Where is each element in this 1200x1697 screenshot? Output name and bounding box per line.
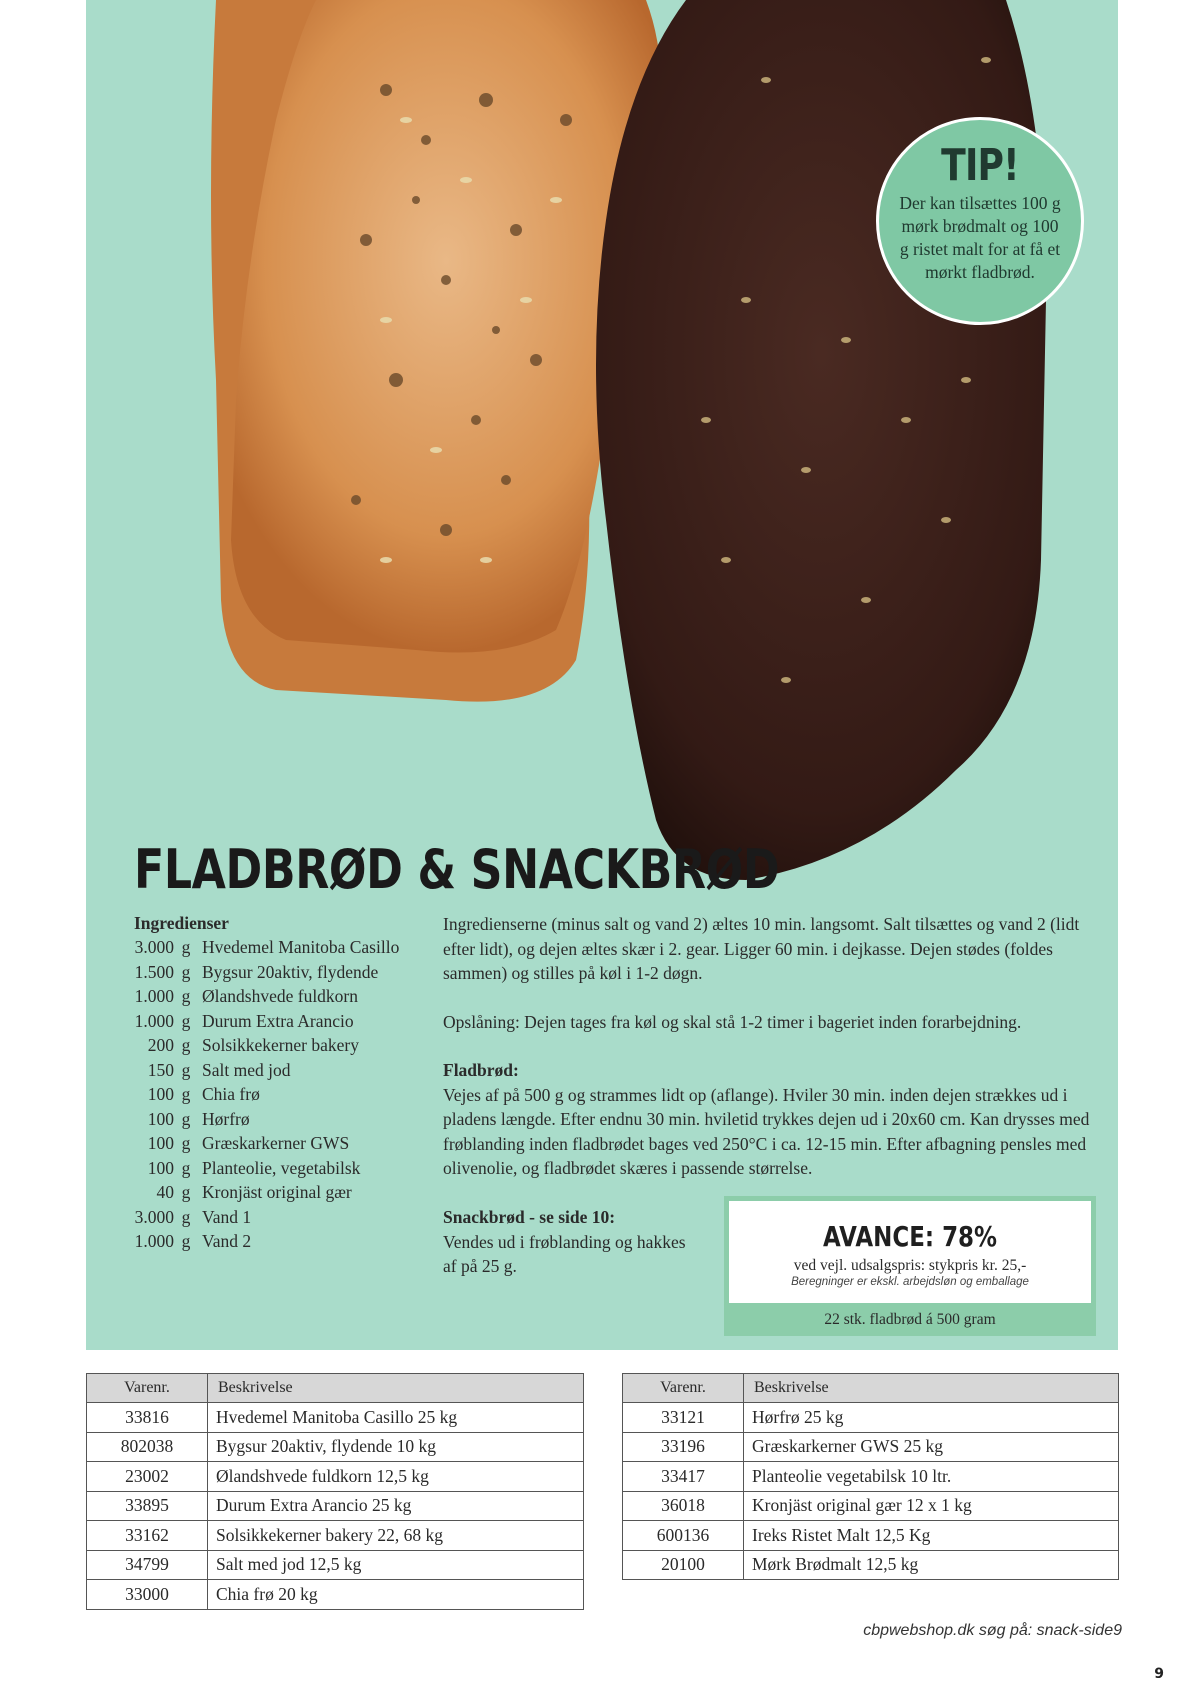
- ingredient-name: Bygsur 20aktiv, flydende: [202, 961, 379, 982]
- ingredient-qty: 150: [147, 1059, 174, 1080]
- beskrivelse-cell: Solsikkekerner bakery 22, 68 kg: [208, 1521, 584, 1551]
- page-title: FLADBRØD & SNACKBRØD: [134, 838, 780, 901]
- varenr-cell: 20100: [623, 1550, 744, 1580]
- ingredient-unit: g: [181, 1157, 191, 1178]
- fladbrod-text: Vejes af på 500 g og strammes lidt op (aflange). Hviler 30 min. inden dejen strækkes ud i pladens længde. Efter endnu 30 min. hviletid trykkes dejen ud i 20x60 cm. Kan drysses med frøblanding inden fladbrødet bages ved 250°C i ca. 12-15 min. Efter afbagning pensles med olivenolie, og fladbrødet skæres i passende størrelse.: [443, 1084, 1090, 1178]
- ingredient-unit: g: [181, 1010, 191, 1031]
- varenr-cell: 34799: [87, 1550, 208, 1580]
- ingredient-name: Kronjäst original gær: [202, 1182, 352, 1202]
- beskrivelse-cell: Ølandshvede fuldkorn 12,5 kg: [208, 1462, 584, 1492]
- ingredient-unit: g: [181, 1182, 191, 1202]
- ingredient-row: [134, 1205, 399, 1230]
- ingredient-qty: 200: [147, 1035, 174, 1055]
- ingredient-row: [134, 1107, 399, 1132]
- beskrivelse-cell: Kronjäst original gær 12 x 1 kg: [744, 1491, 1119, 1521]
- ingredient-qty: 100: [147, 1157, 174, 1178]
- beskrivelse-cell: Ireks Ristet Malt 12,5 Kg: [744, 1521, 1119, 1551]
- ingredient-name: Græskarkerner GWS: [202, 1133, 350, 1153]
- ingredient-row: [134, 1180, 399, 1205]
- webshop-link[interactable]: cbpwebshop.dk søg på: snack-side9: [863, 1622, 1122, 1639]
- varenr-cell: 33417: [623, 1462, 744, 1492]
- ingredient-qty: 1.500: [134, 961, 174, 982]
- tip-text: Der kan tilsættes 100 g mørk brødmalt og 100 g ristet malt for at få et mørkt fladbrød.: [899, 193, 1061, 282]
- varenr-cell: 23002: [87, 1462, 208, 1492]
- table-row: [87, 1491, 584, 1521]
- varenr-cell: 802038: [87, 1432, 208, 1462]
- ingredient-row: [134, 1229, 399, 1254]
- table-row: [623, 1550, 1119, 1580]
- ingredient-name: Vand 1: [202, 1206, 252, 1227]
- ingredient-unit: g: [181, 1206, 191, 1227]
- fladbrod-heading: Fladbrød:: [443, 1060, 519, 1080]
- column-header-beskrivelse: Beskrivelse: [744, 1374, 1119, 1403]
- snackbrod-section: [443, 1205, 703, 1279]
- column-header-beskrivelse: Beskrivelse: [208, 1374, 584, 1403]
- ingredient-row: [134, 1156, 399, 1181]
- ingredient-name: Ølandshvede fuldkorn: [202, 986, 359, 1006]
- beskrivelse-cell: Græskarkerner GWS 25 kg: [744, 1432, 1119, 1462]
- ingredient-row: [134, 935, 399, 960]
- table-row: [623, 1491, 1119, 1521]
- method-paragraph: Ingredienserne (minus salt og vand 2) æltes 10 min. langsomt. Salt tilsættes og vand 2 (lidt efter lidt), og dejen æltes skær i 2. gear. Ligger 60 min. i dejkasse. Dejen stødes (foldes sammen) og stilles på køl i 1-2 døgn.: [443, 914, 1080, 983]
- ingredient-row: [134, 1058, 399, 1083]
- ingredient-unit: g: [181, 986, 191, 1006]
- ingredients-list: [134, 911, 399, 1254]
- beskrivelse-cell: Salt med jod 12,5 kg: [208, 1550, 584, 1580]
- table-row: [623, 1521, 1119, 1551]
- varenr-cell: 33895: [87, 1491, 208, 1521]
- ingredient-name: Solsikkekerner bakery: [202, 1035, 359, 1055]
- ingredient-qty: 100: [147, 1084, 174, 1104]
- snackbrod-heading: Snackbrød - se side 10:: [443, 1207, 616, 1227]
- table-row: [87, 1432, 584, 1462]
- varenr-cell: 33121: [623, 1403, 744, 1433]
- varenr-cell: 36018: [623, 1491, 744, 1521]
- page-number: 9: [1154, 1666, 1164, 1682]
- beskrivelse-cell: Chia frø 20 kg: [208, 1580, 584, 1610]
- ingredient-row: [134, 960, 399, 985]
- ingredient-name: Durum Extra Arancio: [202, 1010, 354, 1031]
- tip-title: TIP!: [941, 140, 1019, 191]
- snackbrod-text: Vendes ud i frøblanding og hakkes af på 25 g.: [443, 1231, 686, 1276]
- method-text: [443, 912, 1103, 1205]
- table-row: [87, 1462, 584, 1492]
- ingredient-name: Hørfrø: [202, 1108, 250, 1129]
- ingredient-row: [134, 1131, 399, 1156]
- ingredient-qty: 100: [147, 1108, 174, 1129]
- varenr-cell: 33000: [87, 1580, 208, 1610]
- ingredient-unit: g: [181, 1108, 191, 1129]
- beskrivelse-cell: Hvedemel Manitoba Casillo 25 kg: [208, 1403, 584, 1433]
- varenr-cell: 33162: [87, 1521, 208, 1551]
- light-flatbread-front: [231, 0, 661, 653]
- avance-note: Beregninger er ekskl. arbejdsløn og emballage: [791, 1276, 1029, 1288]
- ingredient-qty: 3.000: [134, 937, 174, 957]
- ingredient-name: Salt med jod: [202, 1059, 291, 1080]
- beskrivelse-cell: Planteolie vegetabilsk 10 ltr.: [744, 1462, 1119, 1492]
- ingredient-row: [134, 1033, 399, 1058]
- table-row: [623, 1403, 1119, 1433]
- varenr-cell: 33816: [87, 1403, 208, 1433]
- ingredient-name: Hvedemel Manitoba Casillo: [202, 937, 400, 957]
- varenr-cell: 600136: [623, 1521, 744, 1551]
- beskrivelse-cell: Mørk Brødmalt 12,5 kg: [744, 1550, 1119, 1580]
- beskrivelse-cell: Durum Extra Arancio 25 kg: [208, 1491, 584, 1521]
- table-row: [87, 1550, 584, 1580]
- ingredient-qty: 3.000: [134, 1206, 174, 1227]
- ingredient-qty: 1.000: [134, 1010, 174, 1031]
- table-row: [87, 1403, 584, 1433]
- avance-price: ved vejl. udsalgspris: stykpris kr. 25,-: [793, 1257, 1027, 1274]
- ingredient-qty: 100: [147, 1133, 174, 1153]
- table-row: [623, 1462, 1119, 1492]
- table-row: [623, 1432, 1119, 1462]
- column-header-varenr: Varenr.: [87, 1374, 208, 1403]
- table-row: [87, 1580, 584, 1610]
- ingredient-qty: 1.000: [134, 1231, 174, 1251]
- method-paragraph: Opslåning: Dejen tages fra køl og skal stå 1-2 timer i bageriet inden forarbejdning.: [443, 1011, 1022, 1032]
- ingredient-qty: 1.000: [134, 986, 174, 1006]
- beskrivelse-cell: Hørfrø 25 kg: [744, 1403, 1119, 1433]
- ingredients-heading: Ingredienser: [134, 913, 229, 933]
- table-header-row: [87, 1374, 584, 1403]
- ingredient-unit: g: [181, 1059, 191, 1080]
- ingredient-unit: g: [181, 1231, 191, 1251]
- beskrivelse-cell: Bygsur 20aktiv, flydende 10 kg: [208, 1432, 584, 1462]
- ingredient-unit: g: [181, 961, 191, 982]
- table-row: [87, 1521, 584, 1551]
- avance-box: [724, 1196, 1096, 1336]
- ingredient-name: Chia frø: [202, 1084, 260, 1104]
- ingredient-unit: g: [181, 1084, 191, 1104]
- tip-badge: [876, 117, 1084, 325]
- ingredient-row: [134, 1009, 399, 1034]
- ingredient-qty: 40: [156, 1182, 174, 1202]
- ingredient-name: Vand 2: [202, 1231, 252, 1251]
- product-table-left: [86, 1373, 584, 1610]
- column-header-varenr: Varenr.: [623, 1374, 744, 1403]
- avance-headline: AVANCE: 78%: [822, 1220, 998, 1253]
- ingredient-unit: g: [181, 1035, 191, 1055]
- avance-inner: [729, 1201, 1091, 1303]
- ingredient-unit: g: [181, 937, 191, 957]
- table-header-row: [623, 1374, 1119, 1403]
- ingredient-unit: g: [181, 1133, 191, 1153]
- ingredient-row: [134, 1082, 399, 1107]
- varenr-cell: 33196: [623, 1432, 744, 1462]
- ingredient-name: Planteolie, vegetabilsk: [202, 1157, 361, 1178]
- product-table-right: [622, 1373, 1119, 1580]
- ingredient-row: [134, 984, 399, 1009]
- avance-yield: 22 stk. fladbrød á 500 gram: [824, 1311, 996, 1328]
